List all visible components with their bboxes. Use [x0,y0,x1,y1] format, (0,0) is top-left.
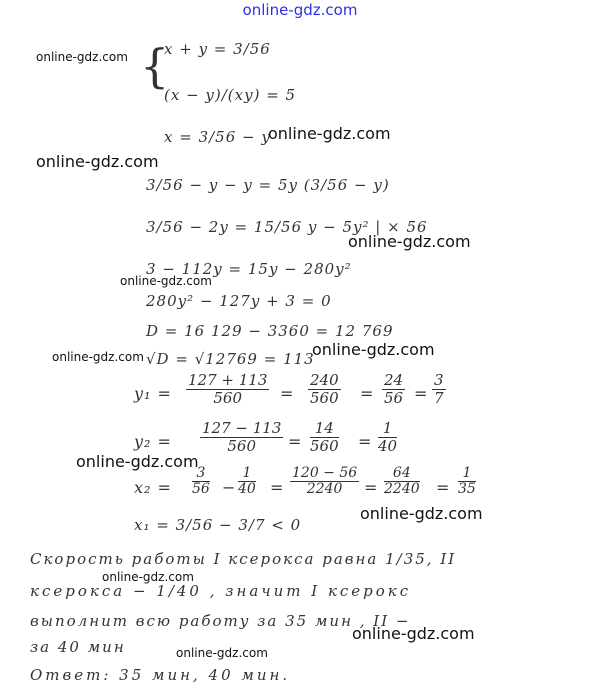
system-eq1: x + y = 3/56 [164,40,271,58]
watermark: online-gdz.com [36,50,128,64]
line-substitution: 3/56 − y − y = 5y (3/56 − y) [146,176,390,194]
watermark: online-gdz.com [176,646,268,660]
line-expand: 3 − 112y = 15y − 280y² [146,260,352,278]
x2-term-e: $\frac{1}{35}$ [458,465,476,498]
line-x1: x₁ = 3/56 − 3/7 < 0 [134,516,302,534]
watermark: online-gdz.com [352,624,475,643]
text-line-1: Скорость работы I ксерокса равна 1/35, II [30,550,457,568]
y2-numerator: 127 − 113 [202,419,282,437]
watermark: online-gdz.com [36,152,159,171]
y1-result-3: $\frac{3}{7}$ [434,371,444,407]
y1-denominator: 560 [213,388,242,407]
text-line-3: выполнит всю работу за 35 мин , II − [30,612,411,630]
watermark: online-gdz.com [52,350,144,364]
y1-numerator: 127 + 113 [188,371,268,389]
watermark: online-gdz.com [76,452,199,471]
line-multiply: 3/56 − 2y = 15/56 y − 5y² | × 56 [146,218,428,236]
x2-term-b: $\frac{1}{40}$ [238,465,256,498]
watermark: online-gdz.com [348,232,471,251]
watermark: online-gdz.com [102,570,194,584]
text-line-4: за 40 мин [30,638,126,656]
line-root: √D = √12769 = 113 [146,350,315,368]
line-quadratic: 280y² − 127y + 3 = 0 [146,292,332,310]
y2-fraction [200,420,283,454]
system-eq2: (x − y)/(xy) = 5 [164,86,297,104]
x2-term-a: $\frac{3}{56}$ [192,465,210,498]
y2-label: y₂ = [134,432,172,451]
y1-fraction [186,372,269,406]
y2-result-1: $\frac{14}{560}$ [310,419,339,455]
line-discriminant: D = 16 129 − 3360 = 12 769 [146,322,394,340]
y2-denominator: 560 [227,436,256,455]
watermark: online-gdz.com [268,124,391,143]
y1-result-1: $\frac{240}{560}$ [310,371,339,407]
watermark: online-gdz.com [120,274,212,288]
x2-label: x₂ = [134,478,172,497]
x2-term-d: $\frac{64}{2240}$ [384,465,420,498]
watermark: online-gdz.com [312,340,435,359]
site-title: online-gdz.com [242,1,358,19]
line-x-expression: x = 3/56 − y [164,128,271,146]
system-brace: { [140,39,170,93]
solution-page: online-gdz.com { x + y = 3/56 (x − y)/(xy) = 5 x = 3/56 − y 3/56 − y − y = 5y (3/56 − y) 3/56 − 2y = 15/56 y − 5y² | × 56 3 − 112y = 15y − 280y² 280y² − 127y + 3 = 0 D = 16 129 − 3360 = 12 769 √D = √12769 = 113 y₁ = $\frac{127 + 113}{560}$ = $\frac{240}{560}$ = $\frac{24}{56}$ = $\frac{3}{7}$ y₂ = $\frac{127 - 113}{560}$ = $\frac{14}{560}$ = $\frac{1}{40}$ x₂ = $\frac{3}{56}$ − $\frac{1}{40}$ = $\frac{120 - 56}{2240}$ = $\frac{64}{2240}$ = $\frac{1}{35}$ x₁ = 3/56 − 3/7 < 0 Скорость работы I ксерокса равна 1/35, II ксерокса − 1/40 , значит I ксерокс выполнит всю работу за 35 мин , II − за 40 мин Ответ: 35 мин, 40 мин. online-gdz.com online-gdz.com online-gdz.com online-gdz.com online-gdz.com online-gdz.com online-gdz.com online-gdz.com online-gdz.com online-gdz.com online-gdz.com online-gdz.com [0,0,600,694]
text-line-2: ксерокса − 1/40 , значит I ксерокс [30,582,412,600]
y1-label: y₁ = [134,384,172,403]
watermark: online-gdz.com [360,504,483,523]
y2-result-2: $\frac{1}{40}$ [378,419,398,455]
x2-term-c: $\frac{120 - 56}{2240}$ [292,465,358,498]
y1-result-2: $\frac{24}{56}$ [384,371,404,407]
answer-line: Ответ: 35 мин, 40 мин. [30,666,291,684]
